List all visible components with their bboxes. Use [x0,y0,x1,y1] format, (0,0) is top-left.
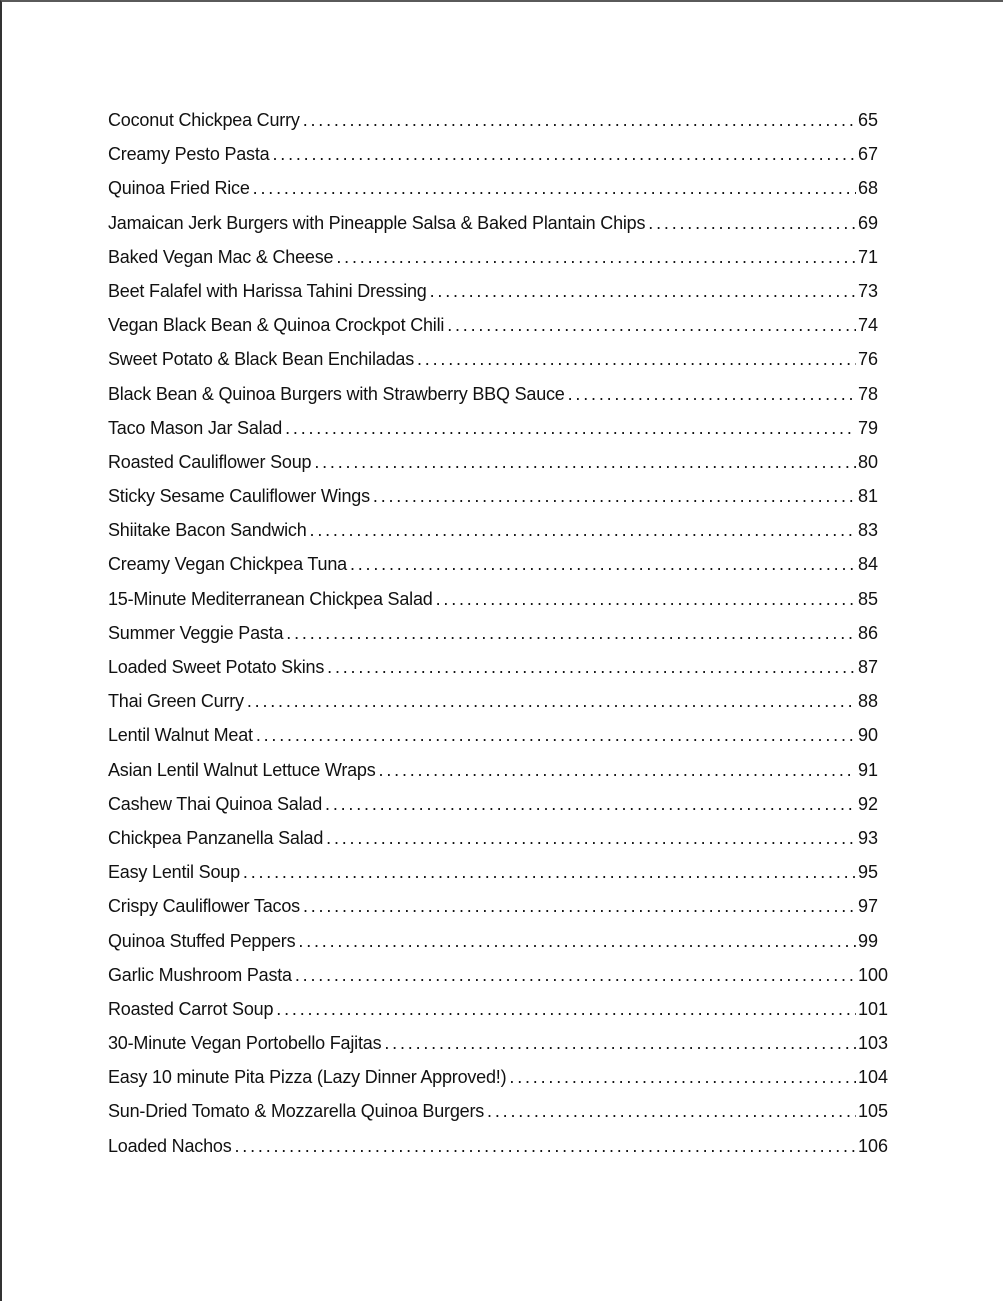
toc-entry[interactable] [108,210,888,244]
toc-entry[interactable] [108,517,888,551]
toc-entry-title: Thai Green Curry [108,691,244,712]
toc-entry[interactable] [108,312,888,346]
toc-entry[interactable] [108,107,888,141]
toc-entry-page-number: 91 [858,759,879,780]
toc-entry-page-number: 69 [858,212,879,233]
toc-entry[interactable] [108,893,888,927]
toc-entry-title: Loaded Nachos [108,1135,232,1156]
toc-entry-page-number: 105 [857,1101,888,1122]
toc-entry-page-number: 84 [858,554,879,575]
toc-entry-page-number: 92 [858,793,879,814]
dot-leader [326,825,856,851]
dot-leader [303,893,856,919]
toc-entry-page-number: 71 [858,246,879,267]
toc-entry-page-number: 99 [858,930,879,951]
toc-entry[interactable] [108,859,888,893]
toc-entry-page-number: 81 [858,486,879,507]
dot-leader [447,312,856,338]
toc-entry-title: Jamaican Jerk Burgers with Pineapple Salsa & Baked Plantain Chips [108,212,646,233]
toc-entry-title: Easy 10 minute Pita Pizza (Lazy Dinner Approved!) [108,1067,507,1088]
dot-leader [235,1133,856,1159]
toc-entry-title: Lentil Walnut Meat [108,725,253,746]
dot-leader [303,107,856,133]
toc-entry-page-number: 68 [858,178,879,199]
toc-entry[interactable] [108,825,888,859]
toc-entry[interactable] [108,928,888,962]
dot-leader [373,483,856,509]
toc-entry[interactable] [108,551,888,585]
toc-entry[interactable] [108,483,888,517]
dot-leader [509,1064,856,1090]
toc-entry[interactable] [108,791,888,825]
toc-entry-title: Beet Falafel with Harissa Tahini Dressing [108,280,427,301]
toc-entry-title: 30-Minute Vegan Portobello Fajitas [108,1033,382,1054]
toc-entry[interactable] [108,722,888,756]
dot-leader [256,722,856,748]
toc-entry-page-number: 90 [858,725,879,746]
toc-entry-title: Creamy Vegan Chickpea Tuna [108,554,347,575]
toc-entry-page-number: 83 [858,520,879,541]
toc-entry-page-number: 76 [858,349,879,370]
dot-leader [350,551,856,577]
toc-entry-title: Quinoa Fried Rice [108,178,250,199]
dot-leader [243,859,856,885]
toc-entry-page-number: 86 [858,622,879,643]
toc-entry-title: Roasted Carrot Soup [108,998,274,1019]
dot-leader [276,996,856,1022]
dot-leader [247,688,856,714]
toc-entry[interactable] [108,996,888,1030]
toc-entry-page-number: 97 [858,896,879,917]
toc-entry-page-number: 67 [858,144,879,165]
toc-entry-title: Baked Vegan Mac & Cheese [108,246,334,267]
dot-leader [327,654,856,680]
dot-leader [298,928,856,954]
toc-entry-title: Sun-Dried Tomato & Mozzarella Quinoa Burgers [108,1101,485,1122]
toc-entry-title: Shiitake Bacon Sandwich [108,520,307,541]
toc-entry-title: Cashew Thai Quinoa Salad [108,793,323,814]
dot-leader [648,210,856,236]
toc-entry-title: Coconut Chickpea Curry [108,110,300,130]
toc-entry[interactable] [108,449,888,483]
dot-leader [272,141,856,167]
toc-entry[interactable] [108,141,888,175]
dot-leader [417,346,856,372]
toc-entry[interactable] [108,381,888,415]
toc-entry[interactable] [108,278,888,312]
toc-entry-title: Black Bean & Quinoa Burgers with Strawberry BBQ Sauce [108,383,565,404]
table-of-contents [108,107,888,1167]
toc-entry[interactable] [108,586,888,620]
toc-entry-page-number: 65 [858,110,879,130]
toc-entry-page-number: 79 [858,417,879,438]
toc-entry-page-number: 106 [857,1135,888,1156]
toc-entry-title: Crispy Cauliflower Tacos [108,896,300,917]
toc-entry[interactable] [108,175,888,209]
toc-entry-page-number: 103 [857,1033,888,1054]
toc-entry[interactable] [108,1030,888,1064]
toc-entry-title: Taco Mason Jar Salad [108,417,283,438]
toc-entry-page-number: 104 [857,1067,888,1088]
toc-entry-page-number: 78 [858,383,879,404]
dot-leader [286,620,856,646]
toc-entry-title: Sticky Sesame Cauliflower Wings [108,486,370,507]
dot-leader [384,1030,856,1056]
toc-entry[interactable] [108,654,888,688]
toc-entry-title: Roasted Cauliflower Soup [108,451,312,472]
toc-entry-title: Summer Veggie Pasta [108,622,284,643]
toc-entry[interactable] [108,415,888,449]
toc-entry-page-number: 95 [858,862,879,883]
toc-entry-page-number: 85 [858,588,879,609]
dot-leader [253,175,856,201]
dot-leader [430,278,856,304]
dot-leader [487,1098,856,1124]
toc-entry-page-number: 101 [857,998,888,1019]
dot-leader [314,449,856,475]
toc-entry[interactable] [108,346,888,380]
dot-leader [295,962,856,988]
toc-entry-page-number: 73 [858,280,879,301]
dot-leader [379,757,856,783]
toc-entry-page-number: 87 [858,657,879,677]
dot-leader [285,415,856,441]
toc-entry[interactable] [108,620,888,654]
toc-entry[interactable] [108,757,888,791]
dot-leader [325,791,856,817]
dot-leader [310,517,856,543]
toc-entry-title: Loaded Sweet Potato Skins [108,657,325,677]
toc-entry-page-number: 74 [858,315,879,336]
toc-entry-page-number: 93 [858,827,879,848]
toc-entry[interactable] [108,688,888,722]
toc-entry[interactable] [108,962,888,996]
toc-entry-title: Creamy Pesto Pasta [108,144,270,165]
toc-entry-title: Asian Lentil Walnut Lettuce Wraps [108,759,376,780]
toc-entry-page-number: 100 [857,964,888,985]
toc-entry-title: Garlic Mushroom Pasta [108,964,292,985]
toc-entry-title: Easy Lentil Soup [108,862,240,883]
toc-entry-title: Sweet Potato & Black Bean Enchiladas [108,349,414,370]
toc-entry-page-number: 80 [858,451,879,472]
toc-entry-title: Quinoa Stuffed Peppers [108,930,296,951]
toc-entry[interactable] [108,1064,888,1098]
dot-leader [336,244,856,270]
dot-leader [568,381,856,407]
toc-entry-title: Vegan Black Bean & Quinoa Crockpot Chili [108,315,445,336]
dot-leader [436,586,856,612]
toc-entry-title: 15-Minute Mediterranean Chickpea Salad [108,588,433,609]
toc-entry[interactable] [108,1133,888,1167]
toc-entry-title: Chickpea Panzanella Salad [108,827,324,848]
toc-entry-page-number: 88 [858,691,879,712]
toc-entry[interactable] [108,1098,888,1132]
toc-entry[interactable] [108,244,888,278]
